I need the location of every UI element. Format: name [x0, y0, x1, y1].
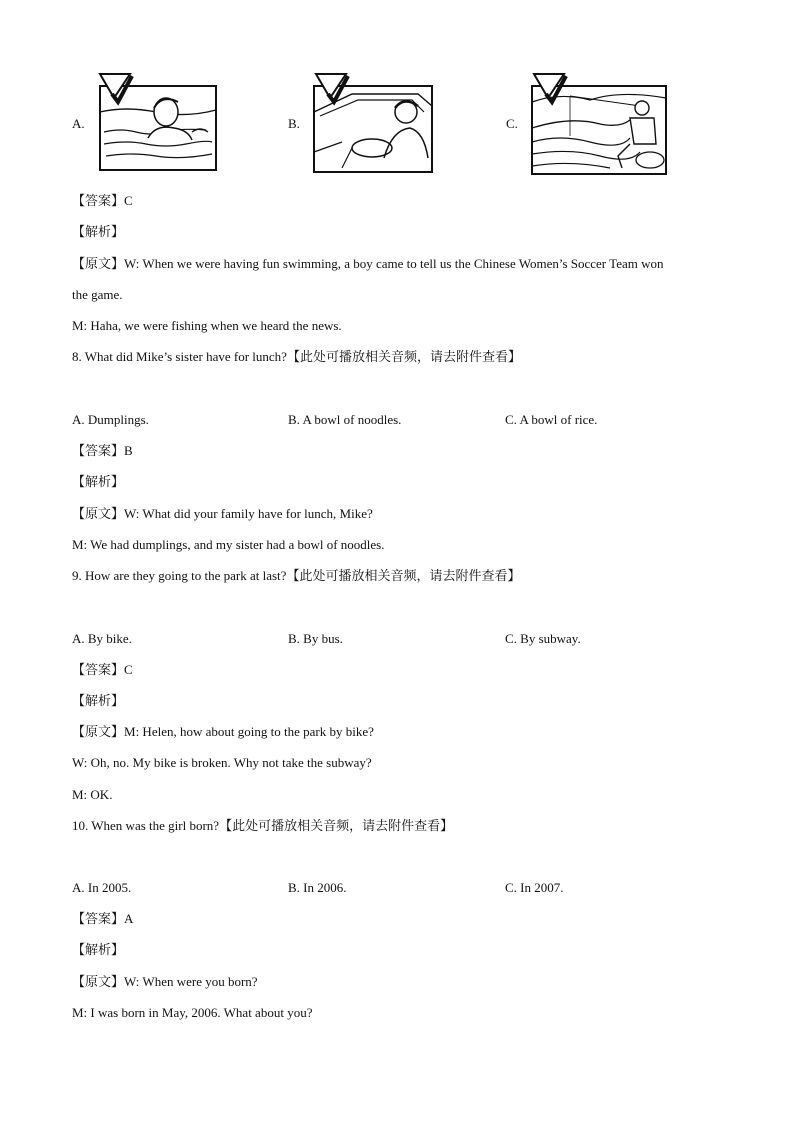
- q10-transcript-line-1: 【原文】W: When were you born?: [72, 974, 258, 990]
- q8-option-b: B. A bowl of noodles.: [288, 412, 402, 427]
- q7-answer: 【答案】C: [72, 193, 133, 209]
- q10-option-c: C. In 2007.: [505, 880, 564, 895]
- q7-transcript-line-2: M: Haha, we were fishing when we heard the news.: [72, 318, 342, 333]
- q9-option-b: B. By bus.: [288, 631, 343, 646]
- q10-analysis-label: 【解析】: [72, 943, 125, 958]
- q10-question: 10. When was the girl born?【此处可播放相关音频，请去附件查看】: [72, 818, 454, 834]
- q8-audio-note: 【此处可播放相关音频，请去附件查看】: [286, 350, 521, 365]
- q7-analysis-label: 【解析】: [72, 225, 125, 240]
- q8-question: 8. What did Mike’s sister have for lunch?【此处可播放相关音频，请去附件查看】: [72, 349, 521, 365]
- q9-analysis-label: 【解析】: [72, 694, 125, 709]
- q8-option-a: A. Dumplings.: [72, 412, 149, 427]
- q9-transcript-line-2: W: Oh, no. My bike is broken. Why not take the subway?: [72, 755, 372, 770]
- q9-question: 9. How are they going to the park at last?【此处可播放相关音频，请去附件查看】: [72, 568, 521, 584]
- q8-transcript-line-1: 【原文】W: What did your family have for lunch, Mike?: [72, 506, 373, 522]
- q10-audio-note: 【此处可播放相关音频，请去附件查看】: [219, 819, 454, 834]
- q9-transcript-line-1: 【原文】M: Helen, how about going to the park by bike?: [72, 724, 374, 740]
- picture-option-a-letter: A.: [72, 116, 85, 131]
- q10-transcript-line-2: M: I was born in May, 2006. What about you?: [72, 1005, 313, 1020]
- q9-answer: 【答案】C: [72, 662, 133, 678]
- picture-option-c-letter: C.: [506, 116, 518, 131]
- q10-answer: 【答案】A: [72, 911, 134, 927]
- q10-option-b: B. In 2006.: [288, 880, 347, 895]
- q9-audio-note: 【此处可播放相关音频，请去附件查看】: [286, 569, 521, 584]
- swimming-icon: [96, 72, 220, 172]
- q10-option-a: A. In 2005.: [72, 880, 132, 895]
- q8-analysis-label: 【解析】: [72, 475, 125, 490]
- q9-option-a: A. By bike.: [72, 631, 132, 646]
- q8-transcript-line-2: M: We had dumplings, and my sister had a bowl of noodles.: [72, 537, 385, 552]
- q8-answer: 【答案】B: [72, 443, 133, 459]
- picture-option-b-letter: B.: [288, 116, 300, 131]
- driving-icon: [312, 72, 436, 174]
- q7-transcript-line-1: 【原文】W: When we were having fun swimming, a boy came to tell us the Chinese Women’s Soccer Team won: [72, 256, 664, 272]
- q8-option-c: C. A bowl of rice.: [505, 412, 598, 427]
- fishing-icon: [530, 72, 670, 176]
- q9-option-c: C. By subway.: [505, 631, 581, 646]
- q7-transcript-line-1b: the game.: [72, 287, 123, 302]
- q9-transcript-line-3: M: OK.: [72, 787, 113, 802]
